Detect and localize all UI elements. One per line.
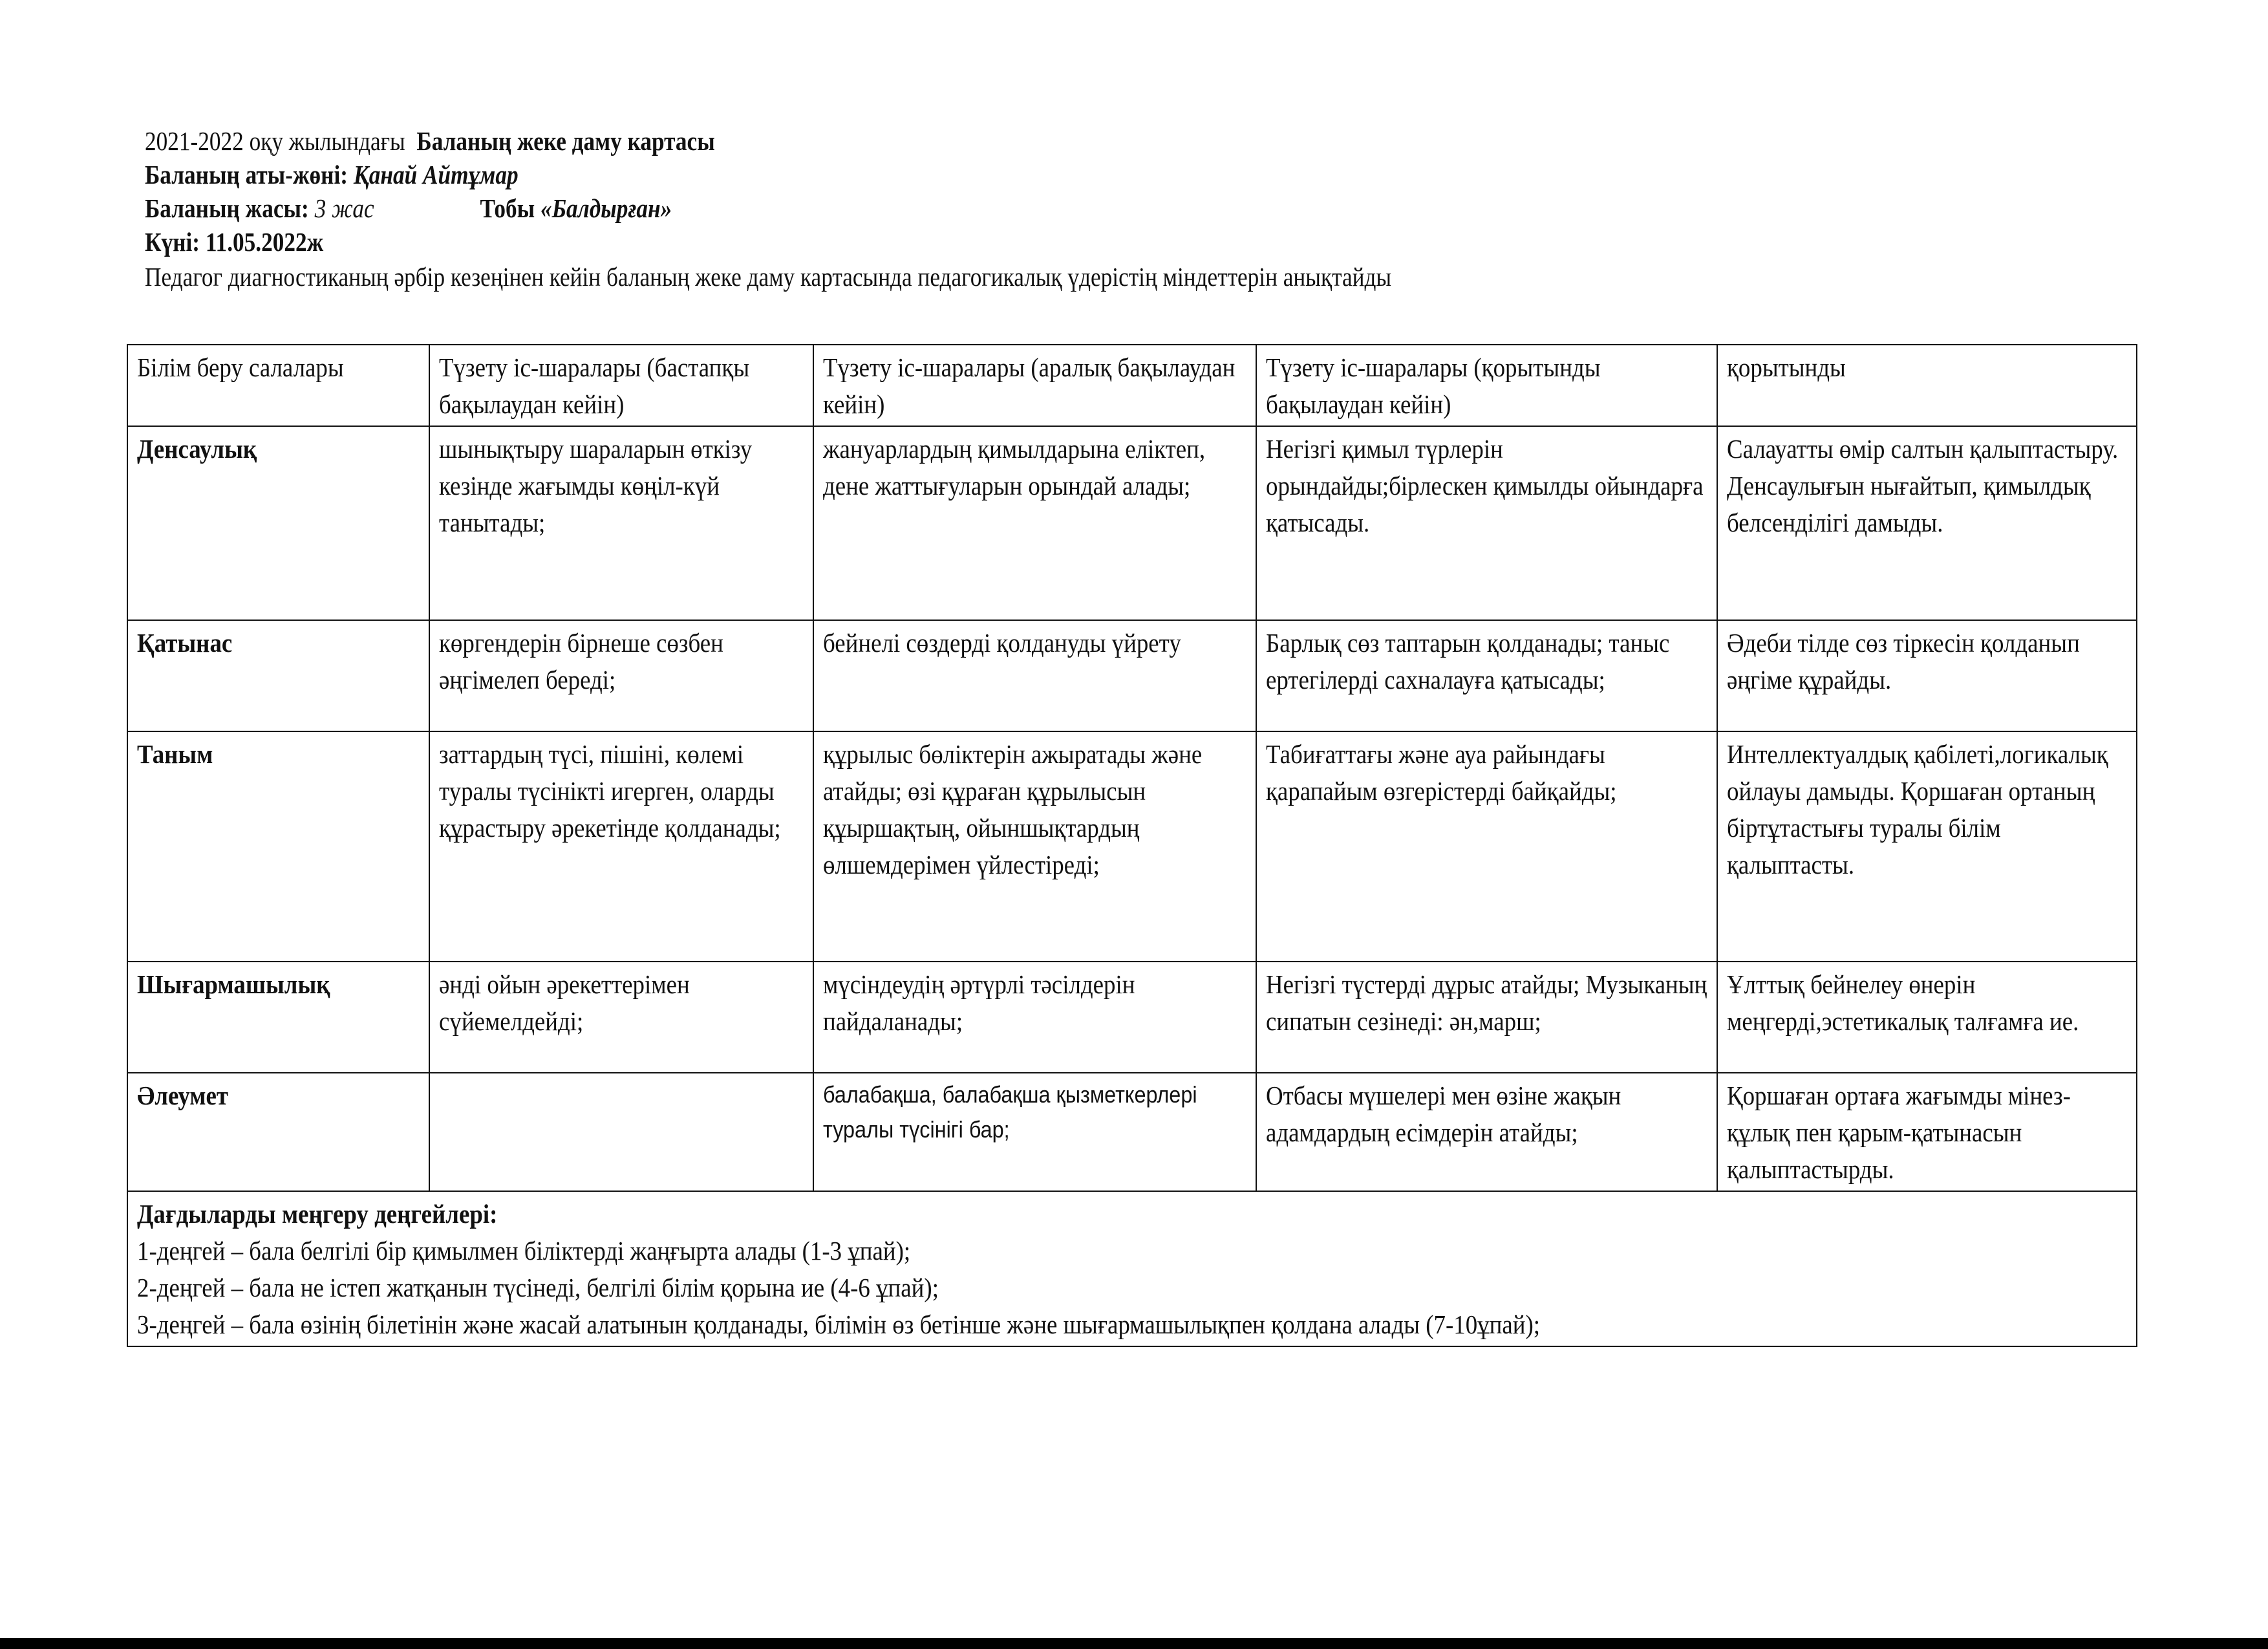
group-value: «Балдырған» [540,193,672,223]
area-cell: Шығармашылық [127,962,429,1073]
document-title: Баланың жеке даму картасы [416,126,715,156]
skill-levels-row [127,1191,2137,1346]
area-cell: Денсаулық [127,426,429,620]
skill-level-item: 1-деңгей – бала белгілі бір қимылмен біліктерді жаңғырта алады (1-3 ұпай); [137,1236,911,1266]
skill-level-item: 3-деңгей – бала өзінің білетінін және жасай алатынын қолданады, білімін өз бетінше және шығармашылықпен қолдана алады (7-10ұпай); [137,1310,1541,1339]
column-header: қорытынды [1717,345,2137,426]
development-card-table [127,344,2137,1347]
skill-level-item: 2-деңгей – бала не істеп жатқанын түсінеді, белгілі білім қорына ие (4-6 ұпай); [137,1273,939,1302]
scan-edge-bar [0,1638,2268,1649]
initial-cell: шынықтыру шараларын өткізу кезінде жағымды көңіл-күй танытады; [429,426,813,620]
date-line [145,225,1868,259]
pedagogue-note: Педагог диагностиканың әрбір кезеңінен кейін баланың жеке даму картасында педагогикалық үдерістің міндеттерін анықтайды [145,262,1392,292]
academic-year: 2021-2022 оқу жылындағы [145,126,405,156]
document-header [145,124,2149,294]
skill-levels-title: Дағдыларды меңгеру деңгейлері: [137,1199,498,1229]
table-row [127,1073,2137,1191]
conclusion-cell: Салауатты өмір салтын қалыптастыру. Денсаулығын нығайтып, қимылдық белсенділігі дамыды. [1717,426,2137,620]
column-header: Түзету іс-шаралары (бастапқы бақылаудан кейін) [429,345,813,426]
child-name-line [145,158,1868,191]
conclusion-cell: Интеллектуалдық қабілеті,логикалық ойлауы дамыды. Қоршаған ортаның біртұтастығы туралы білім қалыптасты. [1717,731,2137,962]
conclusion-cell: Ұлттық бейнелеу өнерін меңгерді,эстетикалық талғамға ие. [1717,962,2137,1073]
intermediate-cell: мүсіндеудің әртүрлі тәсілдерін пайдаланады; [813,962,1256,1073]
skill-levels-cell [127,1191,2137,1346]
table-row [127,731,2137,962]
child-name-value: Қанай Айтұмар [353,160,519,189]
intermediate-cell: құрылыс бөліктерін ажыратады және атайды; өзі құраған құрылысын құыршақтың, ойыншықтардың өлшемдерімен үйлестіреді; [813,731,1256,962]
conclusion-cell: Әдеби тілде сөз тіркесін қолданып әңгіме құрайды. [1717,620,2137,731]
initial-cell [429,1073,813,1191]
title-line [145,124,1868,158]
date-value: 11.05.2022ж [205,227,324,257]
table-row [127,620,2137,731]
table-header-row [127,345,2137,426]
date-label: Күні: [145,227,200,257]
column-header: Түзету іс-шаралары (қорытынды бақылаудан кейін) [1256,345,1717,426]
intermediate-cell: жануарлардың қимылдарына еліктеп, дене жаттығуларын орындай алады; [813,426,1256,620]
initial-cell: заттардың түсі, пішіні, көлемі туралы түсінікті игерген, оларды құрастыру әрекетінде қолданады; [429,731,813,962]
child-age-value: 3 жас [314,193,374,223]
intermediate-cell: бейнелі сөздерді қолдануды үйрету [813,620,1256,731]
table-row [127,962,2137,1073]
final-cell: Барлық сөз таптарын қолданады; таныс ертегілерді сахналауға қатысады; [1256,620,1717,731]
column-header: Түзету іс-шаралары (аралық бақылаудан кейін) [813,345,1256,426]
initial-cell: көргендерін бірнеше сөзбен әңгімелеп береді; [429,620,813,731]
final-cell: Негізгі қимыл түрлерін орындайды;бірлескен қимылды ойындарға қатысады. [1256,426,1717,620]
area-cell: Таным [127,731,429,962]
final-cell: Табиғаттағы және ауа райындағы қарапайым өзгерістерді байқайды; [1256,731,1717,962]
column-header: Білім беру салалары [127,345,429,426]
child-name-label: Баланың аты-жөні: [145,160,348,189]
area-cell: Әлеумет [127,1073,429,1191]
group-label: Тобы [480,193,535,223]
area-cell: Қатынас [127,620,429,731]
intermediate-cell: балабақша, балабақша қызметкерлері туралы түсінігі бар; [813,1073,1256,1191]
table-row [127,426,2137,620]
age-group-line [145,191,1868,225]
conclusion-cell: Қоршаған ортаға жағымды мінез-құлық пен қарым-қатынасын қалыптастырды. [1717,1073,2137,1191]
final-cell: Негізгі түстерді дұрыс атайды; Музыканың сипатын сезінеді: ән,марш; [1256,962,1717,1073]
initial-cell: әнді ойын әрекеттерімен сүйемелдейді; [429,962,813,1073]
final-cell: Отбасы мүшелері мен өзіне жақын адамдардың есімдерін атайды; [1256,1073,1717,1191]
child-age-label: Баланың жасы: [145,193,309,223]
